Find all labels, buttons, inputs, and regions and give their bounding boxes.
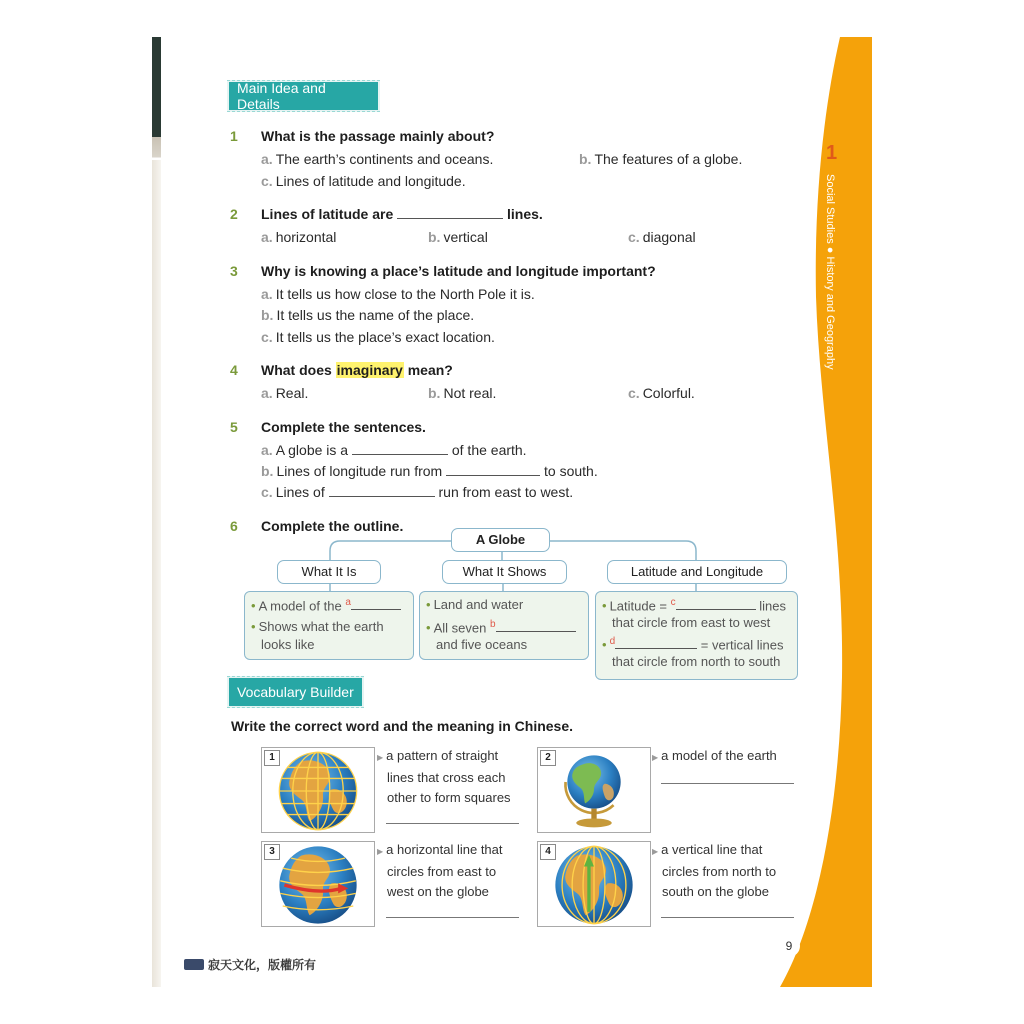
publisher-logo-icon — [184, 959, 204, 970]
option-1a[interactable]: a. The earth’s continents and oceans. — [261, 151, 494, 167]
outline-blank-b[interactable] — [496, 619, 576, 632]
option-2a[interactable]: a. horizontal — [261, 229, 337, 245]
question-text: Why is knowing a place’s latitude and longitude important? — [261, 263, 656, 279]
question-text: What does imaginary mean? — [261, 362, 453, 378]
question-number: 3 — [230, 263, 238, 279]
vocab-answer-line-4[interactable] — [661, 916, 794, 918]
outline-item: • Shows what the earth — [251, 619, 384, 634]
vocab-instruction: Write the correct word and the meaning in Chinese. — [231, 718, 574, 734]
option-1b[interactable]: b. The features of a globe. — [579, 151, 743, 167]
outline-blank-c[interactable] — [676, 597, 756, 610]
option-3a[interactable]: a. It tells us how close to the North Pole it is. — [261, 286, 535, 302]
outline-root: A Globe — [451, 528, 550, 552]
outline-blank-a[interactable] — [351, 597, 401, 610]
globe-grid-icon — [276, 749, 360, 833]
outline-box-what-it-is — [244, 591, 414, 660]
highlighted-word: imaginary — [336, 362, 403, 378]
outline-item-continued: that circle from north to south — [612, 654, 781, 669]
question-text: Complete the sentences. — [261, 419, 426, 435]
outline-item-continued: that circle from east to west — [612, 615, 771, 630]
vocab-definition-3: ▶ a horizontal line that circles from east to west on the globe — [377, 842, 503, 899]
question-number: 1 — [230, 128, 238, 144]
sentence-5c: c. Lines of run from east to west. — [261, 484, 574, 500]
question-number: 4 — [230, 362, 238, 378]
question-number: 5 — [230, 419, 238, 435]
outline-item-continued: looks like — [261, 637, 315, 652]
outline-branch-what-it-is: What It Is — [277, 560, 381, 584]
option-2c[interactable]: c. diagonal — [628, 229, 696, 245]
outline-item: • All seven $^b$ — [426, 619, 576, 635]
outline-box-lat-long — [595, 591, 798, 680]
vocab-number: 2 — [540, 750, 556, 766]
vocab-answer-line-1[interactable] — [386, 822, 519, 824]
outline-item-continued: and five oceans — [436, 637, 528, 652]
vocab-number: 3 — [264, 844, 280, 860]
sentence-5a: a. A globe is a of the earth. — [261, 442, 527, 458]
option-2b[interactable]: b. vertical — [428, 229, 488, 245]
publisher-footer: 寂天文化，版權所有 — [184, 956, 316, 973]
vocab-answer-line-2[interactable] — [661, 782, 794, 784]
option-4c[interactable]: c. Colorful. — [628, 385, 695, 401]
question-number: 2 — [230, 206, 238, 222]
page-number: 9 — [778, 935, 800, 957]
vocab-definition-2: ▶ a model of the earth — [652, 748, 777, 763]
vocab-image-globe — [537, 747, 651, 833]
sentence-5b: b. Lines of longitude run from to south. — [261, 463, 598, 479]
question-number: 6 — [230, 518, 238, 534]
main-idea-heading: Main Idea and Details — [227, 80, 380, 112]
unit-subject: Social Studies ● History and Geography — [824, 174, 836, 370]
vocab-definition-1: ▶ a pattern of straight lines that cross each other to form squares — [377, 748, 511, 805]
outline-branch-what-it-shows: What It Shows — [442, 560, 567, 584]
vocab-image-grid — [261, 747, 375, 833]
question-text: Lines of latitude are lines. — [261, 206, 543, 222]
vocab-image-latitude — [261, 841, 375, 927]
question-text: What is the passage mainly about? — [261, 128, 495, 144]
vocab-number: 1 — [264, 750, 280, 766]
vocab-definition-4: ▶ a vertical line that circles from north to south on the globe — [652, 842, 777, 899]
outline-item: • $^d$ = vertical lines — [602, 636, 784, 653]
globe-longitude-icon — [552, 843, 636, 927]
option-3c[interactable]: c. It tells us the place’s exact location. — [261, 329, 495, 345]
question-text: Complete the outline. — [261, 518, 404, 534]
desk-globe-icon — [558, 750, 630, 830]
option-4b[interactable]: b. Not real. — [428, 385, 497, 401]
outline-branch-lat-long: Latitude and Longitude — [607, 560, 787, 584]
outline-item: • Land and water — [426, 597, 524, 612]
option-4a[interactable]: a. Real. — [261, 385, 309, 401]
vocab-number: 4 — [540, 844, 556, 860]
vocab-answer-line-3[interactable] — [386, 916, 519, 918]
unit-number: 1 — [826, 142, 838, 164]
option-1c[interactable]: c. Lines of latitude and longitude. — [261, 173, 466, 189]
vocab-heading: Vocabulary Builder — [227, 676, 364, 708]
globe-latitude-icon — [276, 843, 360, 927]
outline-box-what-it-shows — [419, 591, 589, 660]
vocab-image-longitude — [537, 841, 651, 927]
outline-item: • A model of the $^a$ — [251, 597, 401, 613]
outline-blank-d[interactable] — [615, 636, 697, 649]
outline-item: • Latitude = $^c$ lines — [602, 597, 787, 614]
option-3b[interactable]: b. It tells us the name of the place. — [261, 307, 475, 323]
